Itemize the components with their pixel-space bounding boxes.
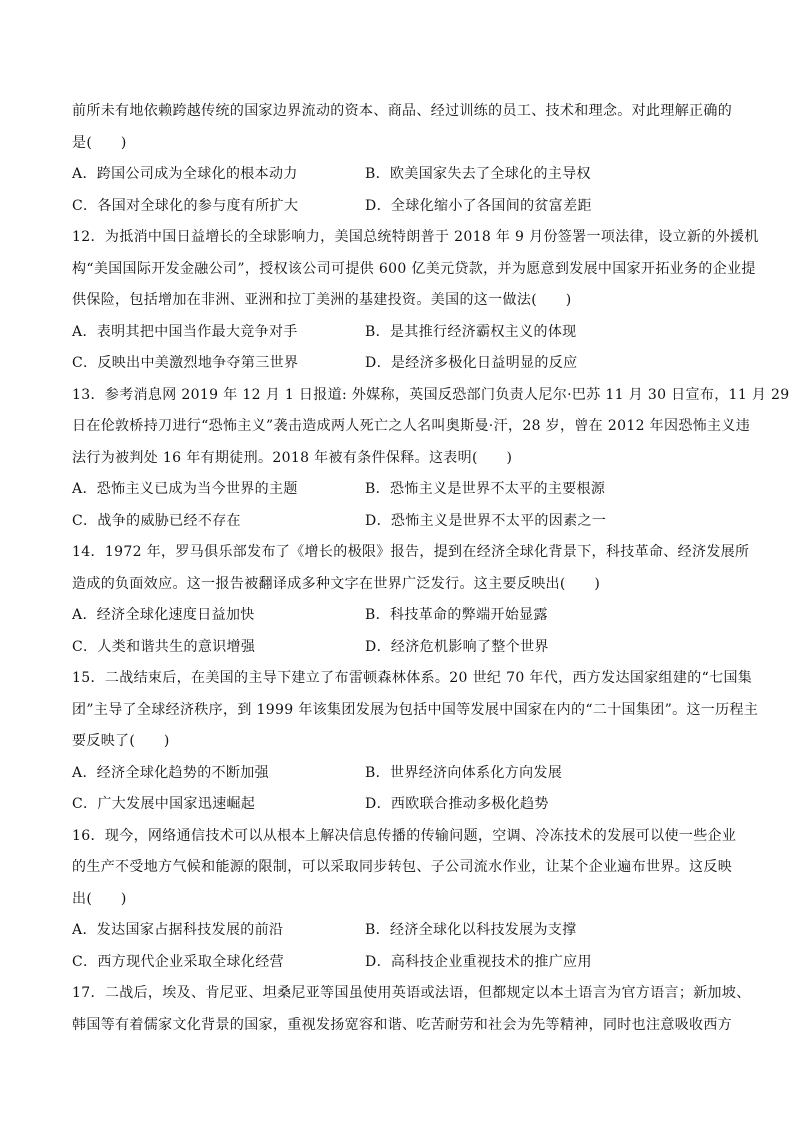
question-15-options-row xyxy=(72,789,724,821)
question-11-stem-line: 前所未有地依赖跨越传统的国家边界流动的资本、商品、经过训练的员工、技术和理念。对此理解正确的 xyxy=(72,103,733,119)
question-12-options-row xyxy=(72,317,724,349)
q12-option-d: D．是经济多极化日益明显的反应 xyxy=(365,355,578,371)
question-13-stem-line: 日在伦敦桥持刀进行“恐怖主义”袭击造成两人死亡之人名叫奥斯曼·汗，28 岁，曾在 2012 年因恐怖主义违 xyxy=(72,418,751,434)
question-14-stem-line: 造成的负面效应。这一报告被翻译成多种文字在世界广泛发行。这主要反映出( ) xyxy=(72,575,601,592)
q12-option-b: B．是其推行经济霸权主义的体现 xyxy=(365,323,577,340)
q13-option-c: C．战争的威胁已经不存在 xyxy=(72,512,241,529)
q12-option-c: C．反映出中美激烈地争夺第三世界 xyxy=(72,355,299,371)
q11-option-d: D．全球化缩小了各国间的贫富差距 xyxy=(365,197,592,214)
question-14-stem-line: 14．1972 年，罗马俱乐部发布了《增长的极限》报告，提到在经济全球化背景下，科技革命、经济发展所 xyxy=(72,544,750,560)
q11-option-a: A．跨国公司成为全球化的根本动力 xyxy=(72,166,298,182)
question-15-stem-line: 要反映了( ) xyxy=(72,733,170,749)
q14-option-a: A．经济全球化速度日益加快 xyxy=(72,607,255,623)
q15-option-d: D．西欧联合推动多极化趋势 xyxy=(365,796,549,812)
q16-option-c: C．西方现代企业采取全球化经营 xyxy=(72,953,284,970)
question-16-options-row xyxy=(72,947,724,979)
question-11-stem-line: 是( ) xyxy=(72,134,127,151)
q14-option-b: B．科技革命的弊端开始显露 xyxy=(365,607,548,623)
exam-page xyxy=(72,96,790,1041)
question-13-stem-line: 法行为被判处 16 年有期徒刑。2018 年被有条件保释。这表明( ) xyxy=(72,449,513,466)
question-13-options-row xyxy=(72,506,724,538)
question-13-stem-line: 13．参考消息网 2019 年 12 月 1 日报道: 外媒称，英国反恐部门负责人尼尔·巴苏 11 月 30 日宣布，11 月 29 xyxy=(72,386,790,403)
question-12-stem-line: 构“美国国际开发金融公司”，授权该公司可提供 600 亿美元贷款，并为愿意到发展中国家开拓业务的企业提 xyxy=(72,260,756,277)
question-16-stem-line: 16．现今，网络通信技术可以从根本上解决信息传播的传输问题，空调、冷冻技术的发展可以使一些企业 xyxy=(72,827,737,844)
question-12-stem-line: 供保险，包括增加在非洲、亚洲和拉丁美洲的基建投资。美国的这一做法( ) xyxy=(72,292,572,308)
q13-option-a: A．恐怖主义已成为当今世界的主题 xyxy=(72,481,298,497)
question-15-stem-line: 15．二战结束后，在美国的主导下建立了布雷顿森林体系。20 世纪 70 年代，西方发达国家组建的“七国集 xyxy=(72,670,753,686)
question-12-options-row xyxy=(72,348,724,380)
question-11-options-row xyxy=(72,159,724,191)
q13-option-b: B．恐怖主义是世界不太平的主要根源 xyxy=(365,481,606,497)
question-17-stem-line: 韩国等有着儒家文化背景的国家，重视发扬宽容和谐、吃苦耐劳和社会为先等精神，同时也注意吸收西方 xyxy=(72,1016,733,1033)
q15-option-a: A．经济全球化趋势的不断加强 xyxy=(72,764,270,781)
question-16-stem-line: 的生产不受地方气候和能源的限制，可以采取同步转包、子公司流水作业，让某个企业遍布世界。这反映 xyxy=(72,859,733,875)
question-17-stem-line: 17．二战后，埃及、肯尼亚、坦桑尼亚等国虽使用英语或法语，但都规定以本土语言为官方语言；新加坡、 xyxy=(72,985,751,1001)
q11-option-b: B．欧美国家失去了全球化的主导权 xyxy=(365,166,591,182)
question-11-options-row xyxy=(72,191,724,223)
q16-option-b: B．经济全球化以科技发展为支撑 xyxy=(365,922,577,938)
q14-option-c: C．人类和谐共生的意识增强 xyxy=(72,638,256,655)
q15-option-c: C．广大发展中国家迅速崛起 xyxy=(72,796,256,812)
question-15-stem-line: 团”主导了全球经济秩序，到 1999 年该集团发展为包括中国等发展中国家在内的“二十国集团”。这一历程主 xyxy=(72,701,759,718)
question-12-stem-line: 12．为抵消中国日益增长的全球影响力，美国总统特朗普于 2018 年 9 月份签署一项法律，设立新的外援机 xyxy=(72,229,759,245)
q14-option-d: D．经济危机影响了整个世界 xyxy=(365,638,549,655)
question-13-options-row xyxy=(72,474,724,506)
question-15-options-row xyxy=(72,758,724,790)
q15-option-b: B．世界经济向体系化方向发展 xyxy=(365,764,563,781)
q11-option-c: C．各国对全球化的参与度有所扩大 xyxy=(72,197,299,214)
question-16-options-row xyxy=(72,915,724,947)
question-16-stem-line: 出( ) xyxy=(72,890,127,907)
q16-option-d: D．高科技企业重视技术的推广应用 xyxy=(365,953,592,970)
question-14-options-row xyxy=(72,600,724,632)
q16-option-a: A．发达国家占据科技发展的前沿 xyxy=(72,922,284,938)
question-14-options-row xyxy=(72,632,724,664)
q13-option-d: D．恐怖主义是世界不太平的因素之一 xyxy=(365,512,607,529)
q12-option-a: A．表明其把中国当作最大竞争对手 xyxy=(72,323,298,340)
